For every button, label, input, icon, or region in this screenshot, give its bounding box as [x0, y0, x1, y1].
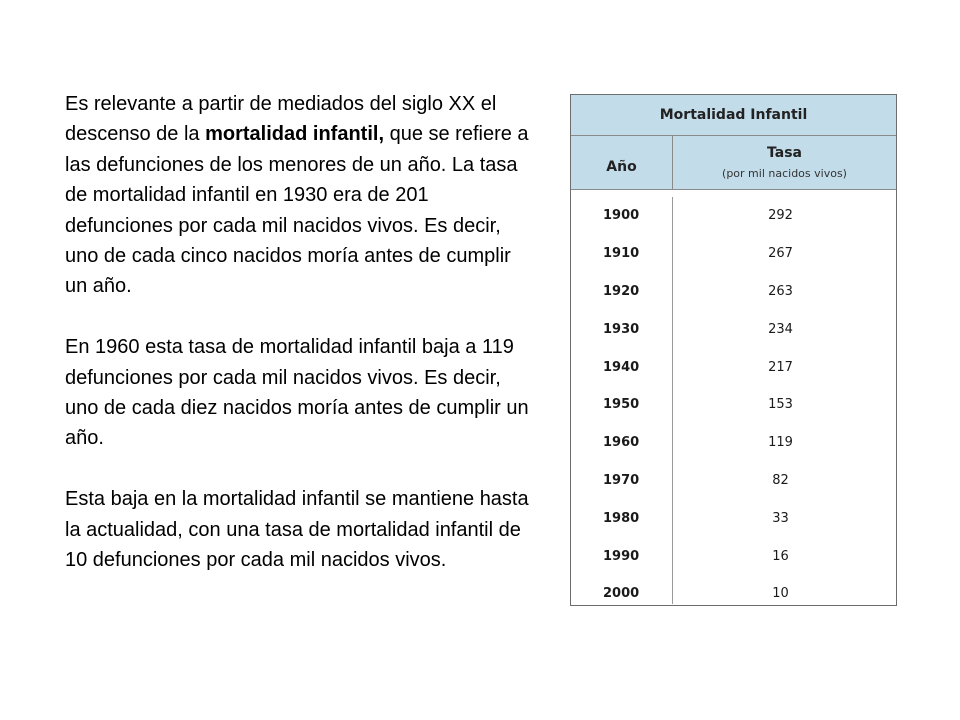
year-cell: 2000 [603, 586, 640, 602]
year-cell: 1960 [603, 435, 640, 451]
paragraph-text: Es relevante a partir de mediados del siglo XX el descenso de la [65, 93, 497, 146]
rate-cell: 263 [768, 283, 793, 299]
rate-column-header [673, 136, 896, 189]
table-header-row [571, 136, 896, 190]
body-text [65, 89, 535, 575]
rate-cell: 292 [768, 208, 793, 224]
rate-cell: 10 [772, 586, 789, 602]
year-cell: 1950 [603, 397, 640, 413]
rate-column [673, 197, 896, 613]
rate-cell: 153 [768, 397, 793, 413]
table-body [571, 190, 896, 613]
paragraph [65, 484, 535, 575]
year-cell: 1990 [603, 548, 640, 564]
table-title: Mortalidad Infantil [571, 95, 896, 136]
rate-cell: 33 [772, 510, 789, 526]
rate-cell: 267 [768, 246, 793, 262]
year-column [571, 197, 673, 604]
year-cell: 1920 [603, 283, 640, 299]
year-cell: 1940 [603, 359, 640, 375]
year-column-header: Año [571, 136, 673, 189]
year-cell: 1970 [603, 472, 640, 488]
year-cell: 1930 [603, 321, 640, 337]
rate-cell: 16 [772, 548, 789, 564]
infant-mortality-table [570, 94, 897, 606]
rate-cell: 82 [772, 472, 789, 488]
rate-cell: 234 [768, 321, 793, 337]
rate-cell: 119 [768, 435, 793, 451]
paragraph-text: que se refiere a las defunciones de los menores de un año. La tasa de mortalidad infantil en 1930 era de 201 defunciones por cada mil nacidos vivos. Es decir, uno de cada cinco nacidos moría antes de cumplir un año. [65, 123, 529, 298]
paragraph [65, 89, 535, 302]
rate-header-unit: (por mil nacidos vivos) [722, 167, 847, 180]
year-cell: 1910 [603, 246, 640, 262]
paragraph-text: En 1960 esta tasa de mortalidad infantil baja a 119 defunciones por cada mil nacidos vivos. Es decir, uno de cada diez nacidos moría antes de cumplir un año. [65, 336, 529, 450]
rate-header-label: Tasa [767, 145, 802, 161]
paragraph-text: Esta baja en la mortalidad infantil se mantiene hasta la actualidad, con una tasa de mortalidad infantil de 10 defunciones por cada mil nacidos vivos. [65, 488, 529, 572]
year-cell: 1900 [603, 208, 640, 224]
year-cell: 1980 [603, 510, 640, 526]
rate-cell: 217 [768, 359, 793, 375]
emphasized-text: mortalidad infantil, [205, 123, 385, 146]
paragraph [65, 332, 535, 454]
